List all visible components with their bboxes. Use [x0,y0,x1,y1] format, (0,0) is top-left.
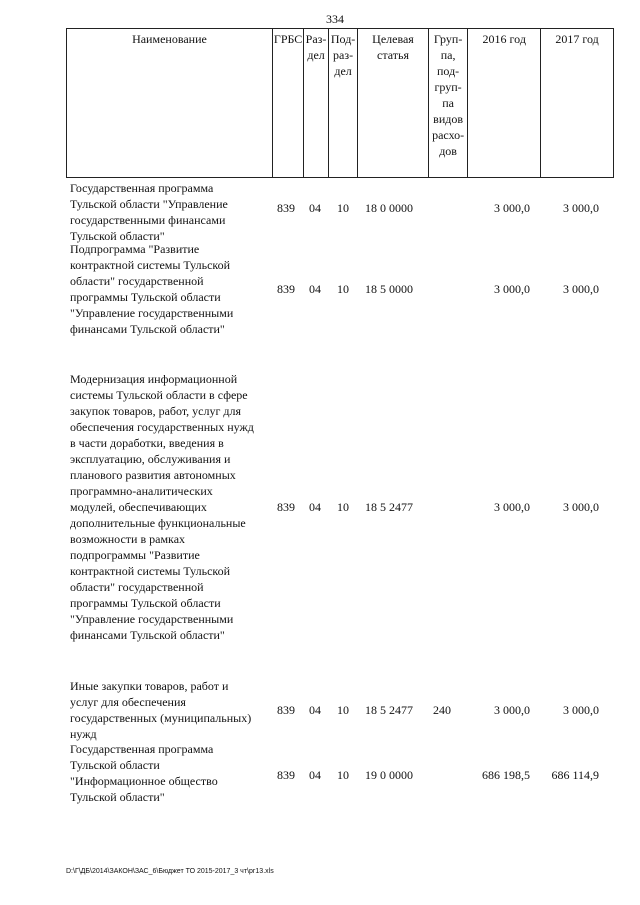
header-name: Наименование [67,29,273,178]
row-grbs: 839 [277,703,295,717]
header-podrazdel: Под- раз- дел [329,29,358,178]
row-podrazdel: 10 [337,768,349,782]
row-razdel: 04 [309,500,321,514]
row-celevaya: 18 5 0000 [365,282,413,296]
header-year-2017: 2017 год [541,29,614,178]
header-gruppa-vidov-rashodov: Груп- па, под- груп- па видов расхо- дов [428,29,468,178]
row-name: Государственная программа Тульской области "Управление государственными финансами Тульской области" [70,181,228,243]
header-grbs: ГРБС [272,29,303,178]
row-year-2016: 3 000,0 [494,282,530,296]
row-year-2016: 686 198,5 [482,768,530,782]
row-grbs: 839 [277,768,295,782]
row-grbs: 839 [277,282,295,296]
row-year-2017: 3 000,0 [563,703,599,717]
row-podrazdel: 10 [337,201,349,215]
table-header [66,28,614,178]
header-year-2016: 2016 год [468,29,541,178]
row-celevaya: 18 0 0000 [365,201,413,215]
table-row [70,241,610,337]
row-razdel: 04 [309,201,321,215]
row-grbs: 839 [277,500,295,514]
row-year-2017: 686 114,9 [551,768,599,782]
row-grbs: 839 [277,201,295,215]
row-name: Иные закупки товаров, работ и услуг для обеспечения государственных (муниципальных) нужд [70,679,252,741]
table-row [70,678,610,742]
table-row [70,371,610,643]
file-path-footer: D:\Г\ДБ\2014\ЗАКОН\ЗАС_6\Бюджет ТО 2015-2017_3 чт\рг13.xls [66,868,274,875]
row-celevaya: 18 5 2477 [365,703,413,717]
row-podrazdel: 10 [337,500,349,514]
row-podrazdel: 10 [337,703,349,717]
row-year-2017: 3 000,0 [563,282,599,296]
row-year-2017: 3 000,0 [563,500,599,514]
row-year-2016: 3 000,0 [494,201,530,215]
row-name: Модернизация информационной системы Тульской области в сфере закупок товаров, работ, услуг для обеспечения государственных нужд в части доработки, введения в эксплуатацию, обслуживания и планового развития автономных программно-аналитических модулей, обеспечивающих дополнительные функциональные возможности в рамках подпрограммы "Развитие контрактной системы Тульской области" государственной программы Тульской области "Управление государственными финансами Тульской области" [70,372,254,642]
header-celevaya-statya: Целевая статья [358,29,429,178]
page-number: 334 [326,12,344,26]
row-gruppa: 240 [433,703,451,717]
row-celevaya: 19 0 0000 [365,768,413,782]
row-name: Подпрограмма "Развитие контрактной системы Тульской области" государственной программы Тульской области "Управление государственными финансами Тульской области" [70,242,234,336]
row-celevaya: 18 5 2477 [365,500,413,514]
table-row [70,180,610,244]
row-year-2016: 3 000,0 [494,500,530,514]
row-razdel: 04 [309,703,321,717]
row-podrazdel: 10 [337,282,349,296]
row-name: Государственная программа Тульской области "Информационное общество Тульской области" [70,742,218,804]
row-razdel: 04 [309,768,321,782]
header-razdel: Раз- дел [304,29,329,178]
row-year-2017: 3 000,0 [563,201,599,215]
table-row [70,741,610,805]
row-razdel: 04 [309,282,321,296]
row-year-2016: 3 000,0 [494,703,530,717]
